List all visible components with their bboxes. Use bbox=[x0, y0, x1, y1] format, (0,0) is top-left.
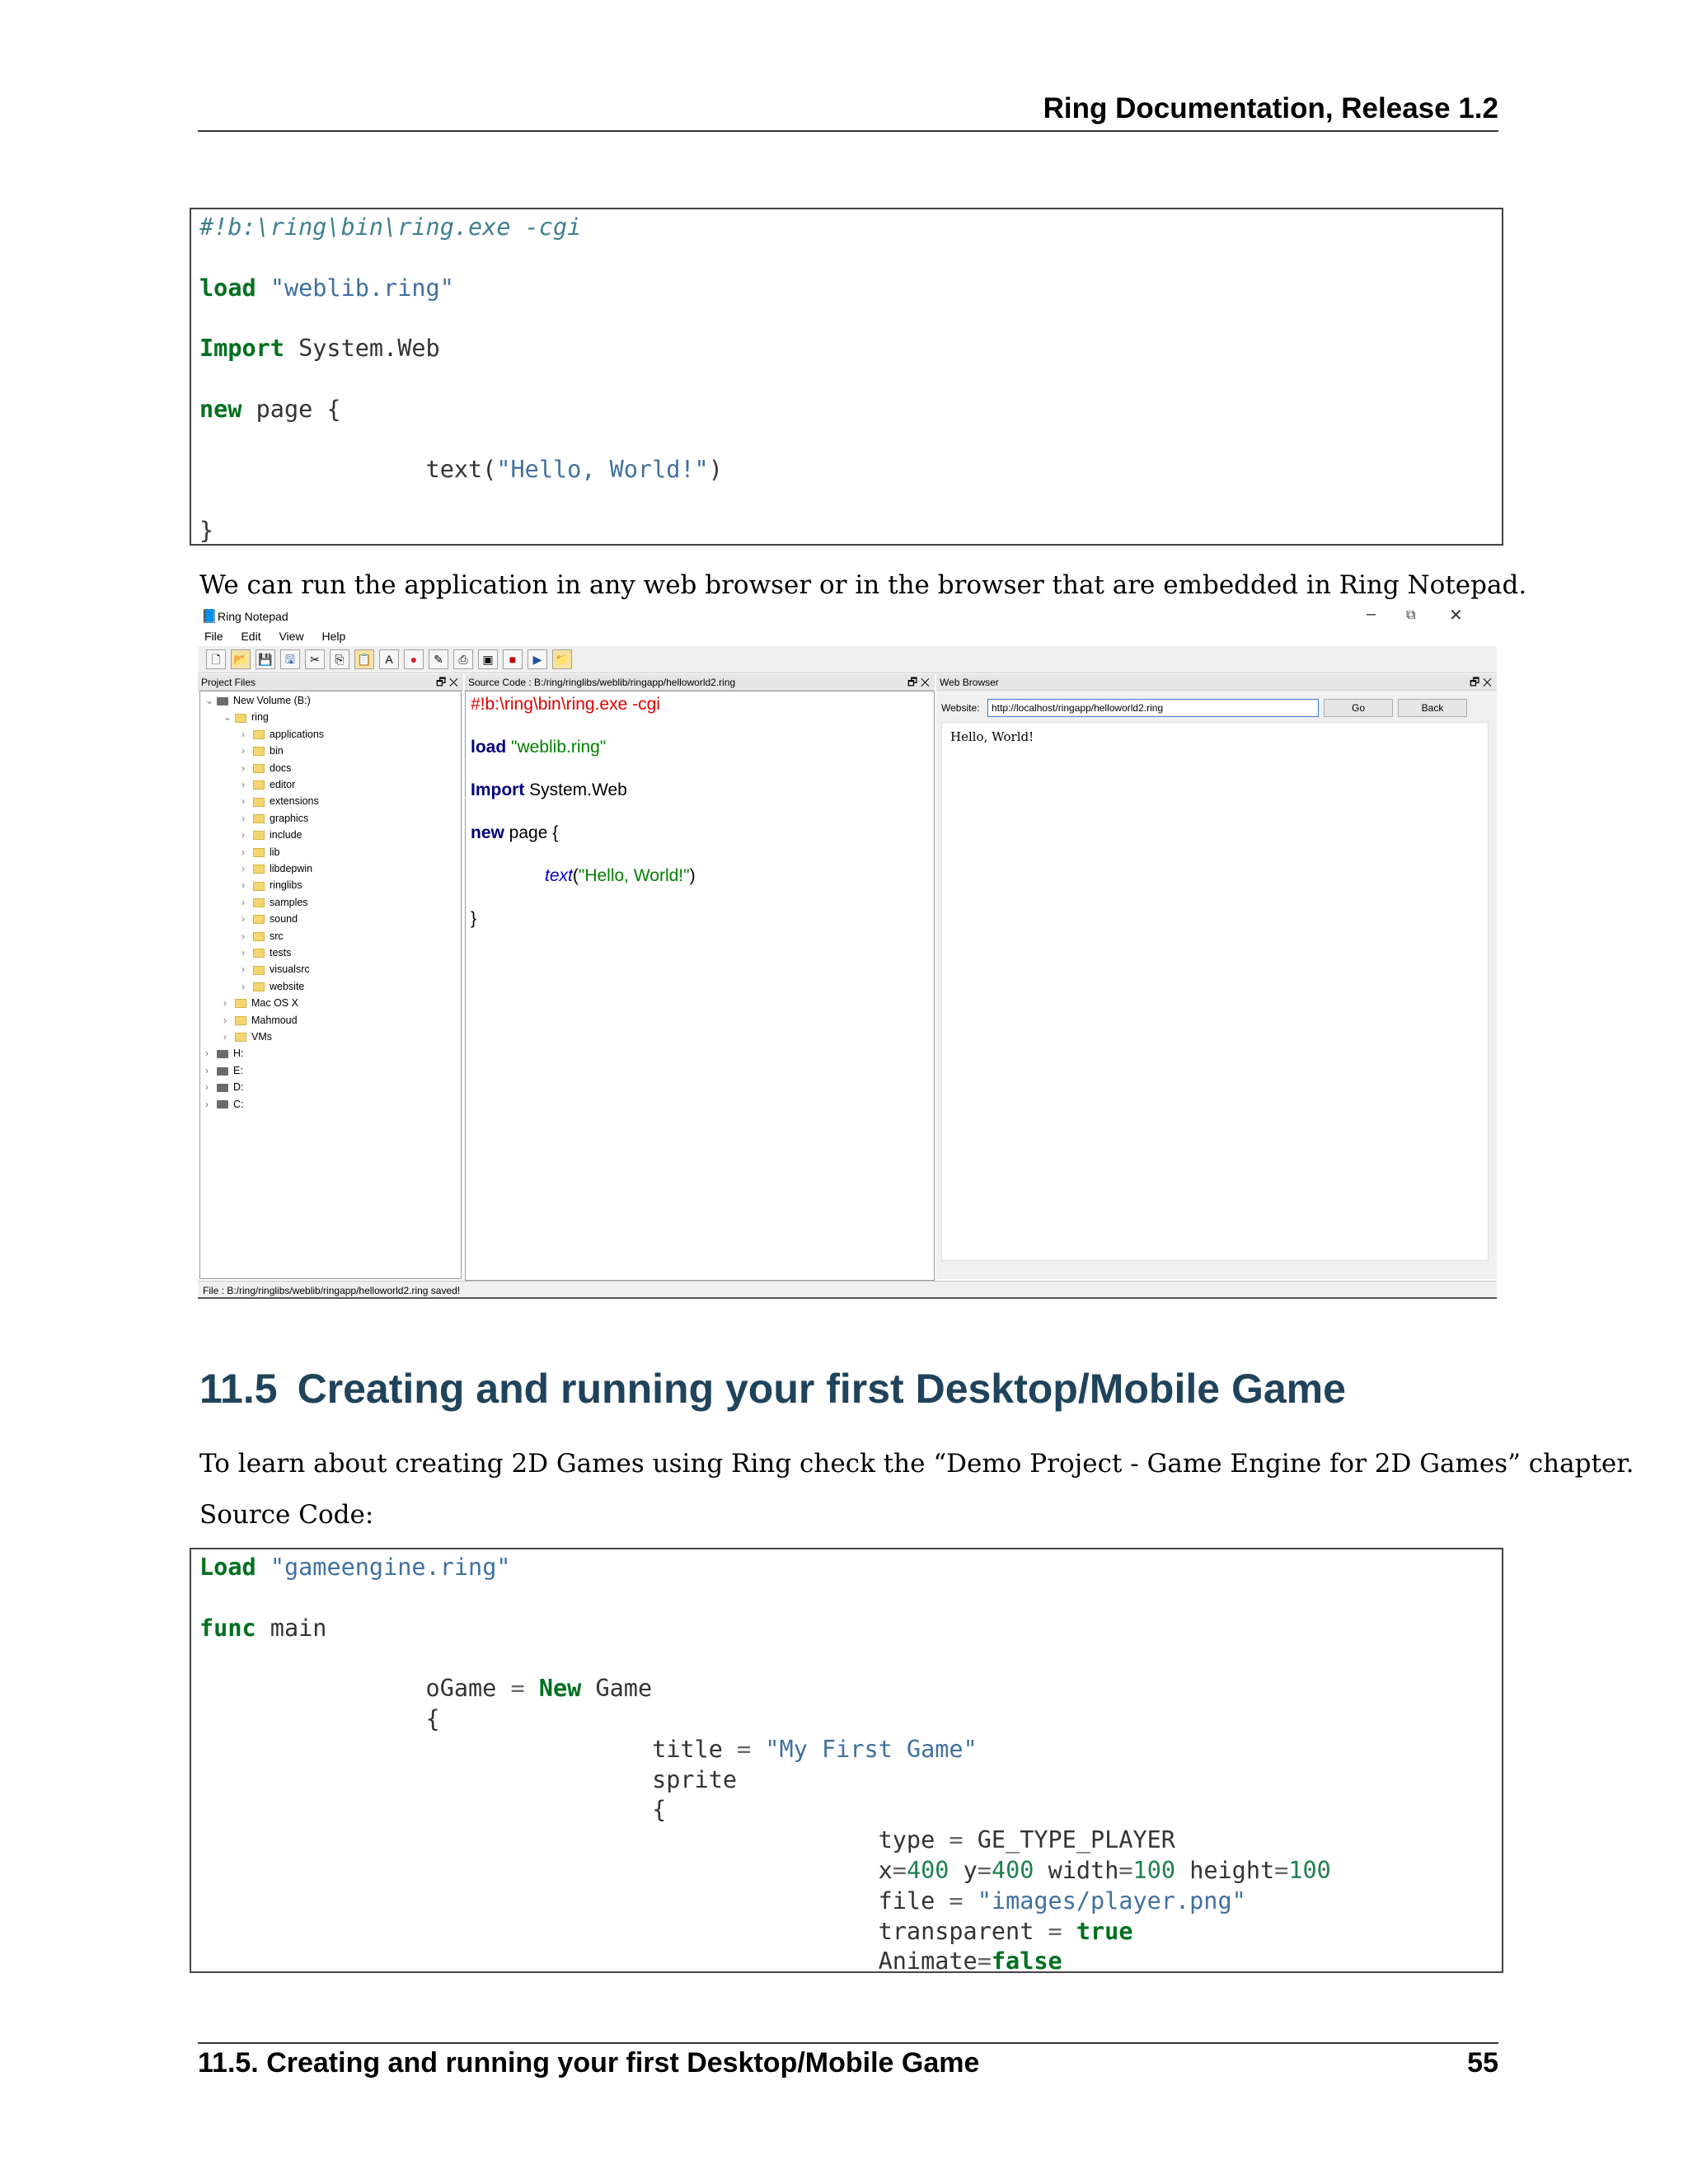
chevron-right-icon[interactable]: › bbox=[205, 1064, 209, 1076]
source-code-controls[interactable]: 🗗 ✕ bbox=[907, 676, 930, 688]
src-import-line bbox=[471, 780, 627, 800]
src-text-open: ( bbox=[572, 866, 579, 885]
website-url-input[interactable]: http://localhost/ringapp/helloworld2.ring bbox=[987, 699, 1319, 717]
src-load-line bbox=[471, 738, 606, 757]
project-files-controls[interactable]: 🗗 ✕ bbox=[435, 676, 458, 688]
tree-item[interactable] bbox=[241, 762, 291, 774]
folder-icon bbox=[253, 798, 265, 807]
go-button[interactable]: Go bbox=[1324, 699, 1393, 717]
tree-item-label: src bbox=[270, 930, 284, 942]
new-file-icon[interactable]: 🗋 bbox=[206, 649, 226, 669]
tree-item-label: VMs bbox=[251, 1031, 272, 1043]
tree-item-label: E: bbox=[233, 1064, 243, 1076]
tree-item[interactable] bbox=[223, 1015, 298, 1026]
chevron-right-icon[interactable]: › bbox=[241, 896, 245, 908]
color-icon[interactable]: ● bbox=[404, 649, 424, 669]
tree-item-label: graphics bbox=[270, 812, 309, 824]
chevron-right-icon[interactable]: › bbox=[241, 930, 245, 942]
code-block-weblib-content: #!b:\ring\bin\ring.exe -cgi load "weblib.ring" Import System.Web new page { text("Hello, World!") } bbox=[199, 213, 723, 544]
menu-help[interactable]: Help bbox=[321, 630, 346, 643]
document-header-title: Ring Documentation, Release 1.2 bbox=[1043, 92, 1498, 124]
web-page-text: Hello, World! bbox=[950, 729, 1034, 744]
folder-icon bbox=[235, 1033, 246, 1042]
project-files-header bbox=[198, 674, 463, 691]
chevron-right-icon[interactable]: › bbox=[241, 728, 245, 740]
run-gui-icon[interactable]: ▶ bbox=[528, 649, 547, 669]
tree-item[interactable] bbox=[205, 1099, 244, 1110]
tree-item-label: docs bbox=[270, 762, 292, 774]
chevron-right-icon[interactable]: › bbox=[241, 947, 245, 958]
tree-item[interactable] bbox=[241, 846, 280, 858]
source-code-header bbox=[465, 674, 935, 691]
src-text-str: "Hello, World!" bbox=[578, 866, 690, 885]
tree-item-label: Mac OS X bbox=[251, 997, 298, 1010]
folder-icon bbox=[253, 848, 265, 857]
chevron-right-icon[interactable]: › bbox=[241, 913, 245, 926]
tree-item[interactable] bbox=[241, 879, 302, 891]
tree-item-label: libdepwin bbox=[270, 863, 313, 874]
print-icon[interactable]: ⎙ bbox=[453, 649, 473, 669]
run-icon[interactable]: ▣ bbox=[478, 649, 498, 669]
tree-item-label: extensions bbox=[270, 795, 319, 808]
folder-icon bbox=[253, 814, 265, 823]
folder-icon bbox=[253, 982, 265, 991]
cut-icon[interactable]: ✂ bbox=[305, 649, 325, 669]
tree-item-label: H: bbox=[233, 1047, 244, 1060]
window-titlebar bbox=[198, 603, 1497, 628]
chevron-right-icon[interactable]: › bbox=[241, 863, 245, 874]
tree-item-label: applications bbox=[270, 728, 325, 740]
src-close-brace: } bbox=[471, 909, 477, 928]
tree-item[interactable] bbox=[241, 795, 319, 807]
tree-item[interactable] bbox=[241, 813, 308, 824]
folder-icon bbox=[253, 747, 265, 756]
tree-item[interactable] bbox=[241, 729, 324, 740]
window-title: Ring Notepad bbox=[218, 610, 288, 623]
tree-item[interactable] bbox=[241, 930, 284, 942]
source-code-label: Source Code: bbox=[199, 1500, 374, 1530]
menu-edit[interactable]: Edit bbox=[241, 630, 261, 643]
folder-icon bbox=[235, 999, 246, 1008]
open-folder-icon[interactable]: 📁 bbox=[552, 649, 572, 669]
tree-item[interactable] bbox=[205, 1081, 244, 1093]
tree-item-label: tests bbox=[270, 947, 292, 958]
chevron-right-icon[interactable]: › bbox=[205, 1081, 209, 1094]
copy-icon[interactable]: ⎘ bbox=[330, 649, 349, 669]
drive-icon bbox=[217, 697, 228, 705]
paste-icon[interactable]: 📋 bbox=[354, 649, 374, 669]
chevron-right-icon[interactable]: › bbox=[223, 1014, 227, 1026]
chevron-right-icon[interactable]: › bbox=[241, 846, 245, 858]
page-number: 55 bbox=[1467, 2047, 1498, 2079]
restore-button[interactable]: ⧉ bbox=[1406, 608, 1416, 622]
tree-item[interactable] bbox=[241, 779, 295, 790]
src-new-kw: new bbox=[471, 823, 504, 842]
chevron-down-icon[interactable]: ⌄ bbox=[205, 695, 214, 706]
web-browser-panel bbox=[936, 691, 1497, 1279]
chevron-right-icon[interactable]: › bbox=[241, 980, 245, 992]
chevron-right-icon[interactable]: › bbox=[241, 829, 245, 841]
toolbar bbox=[198, 646, 1497, 673]
tree-item[interactable] bbox=[241, 863, 312, 874]
src-import-kw: Import bbox=[471, 780, 525, 799]
tree-item-label: Mahmoud bbox=[251, 1014, 298, 1026]
chevron-right-icon[interactable]: › bbox=[241, 745, 245, 757]
font-icon[interactable]: A bbox=[379, 649, 399, 669]
tree-item-label: D: bbox=[233, 1081, 244, 1094]
tree-item-label: lib bbox=[270, 846, 280, 858]
folder-icon bbox=[253, 949, 265, 958]
web-browser-header bbox=[936, 674, 1497, 691]
src-shebang: #!b:\ring\bin\ring.exe -cgi bbox=[471, 695, 660, 714]
chevron-right-icon[interactable]: › bbox=[223, 997, 227, 1010]
tree-item[interactable] bbox=[205, 1047, 244, 1059]
tree-item[interactable] bbox=[241, 829, 302, 841]
footer-section-label: 11.5. Creating and running your first Desktop/Mobile Game bbox=[198, 2047, 980, 2079]
tree-item[interactable] bbox=[241, 947, 291, 958]
web-page-view bbox=[941, 722, 1489, 1261]
tree-item[interactable] bbox=[223, 711, 269, 723]
ring-notepad-app-icon: 📘 bbox=[201, 610, 218, 624]
menu-view[interactable]: View bbox=[279, 630, 304, 643]
back-button[interactable]: Back bbox=[1398, 699, 1467, 717]
folder-icon bbox=[235, 714, 246, 723]
drive-icon bbox=[217, 1067, 228, 1076]
save-icon[interactable]: 💾 bbox=[256, 649, 275, 669]
ring-notepad-screenshot bbox=[198, 603, 1497, 1301]
src-new-rest: page { bbox=[504, 823, 559, 842]
open-icon[interactable]: 📂 bbox=[231, 649, 251, 669]
website-label: Website: bbox=[941, 702, 980, 714]
source-code-editor[interactable] bbox=[465, 691, 935, 1281]
tree-item-label: ringlibs bbox=[270, 879, 302, 892]
tree-item-label: New Volume (B:) bbox=[233, 695, 311, 706]
chevron-down-icon[interactable]: ⌄ bbox=[223, 711, 232, 724]
drive-icon bbox=[217, 1084, 228, 1092]
section-heading bbox=[199, 1365, 1346, 1413]
src-new-line bbox=[471, 823, 558, 843]
chevron-right-icon[interactable]: › bbox=[241, 963, 245, 976]
status-bar: File : B:/ring/ringlibs/weblib/ringapp/helloworld2.ring saved! bbox=[198, 1281, 1497, 1299]
source-code-title: Source Code : B:/ring/ringlibs/weblib/ringapp/helloworld2.ring bbox=[468, 677, 736, 688]
chevron-right-icon[interactable]: › bbox=[205, 1098, 209, 1110]
code-block-game bbox=[190, 1548, 1503, 1973]
tree-item[interactable] bbox=[241, 963, 310, 975]
tree-item-label: samples bbox=[270, 896, 308, 908]
project-files-tree bbox=[199, 691, 462, 1279]
web-browser-title: Web Browser bbox=[940, 677, 999, 688]
edit-icon[interactable]: ✎ bbox=[429, 649, 448, 669]
chevron-right-icon[interactable]: › bbox=[241, 812, 245, 824]
chevron-right-icon[interactable]: › bbox=[241, 795, 245, 808]
tree-item-label: sound bbox=[270, 913, 298, 926]
header-divider bbox=[198, 130, 1498, 132]
src-import-rest: System.Web bbox=[524, 780, 627, 799]
folder-icon bbox=[253, 898, 265, 907]
section-number: 11.5 bbox=[199, 1366, 278, 1412]
drive-icon bbox=[217, 1050, 228, 1058]
folder-icon bbox=[253, 932, 265, 941]
src-load-kw: load bbox=[471, 738, 507, 757]
tree-item[interactable] bbox=[205, 1065, 243, 1076]
tree-item[interactable] bbox=[205, 695, 311, 706]
src-text-line bbox=[545, 866, 696, 886]
folder-icon bbox=[253, 764, 265, 773]
tree-item-label: C: bbox=[233, 1098, 244, 1110]
close-window-button[interactable]: ✕ bbox=[1449, 607, 1463, 625]
tree-item[interactable] bbox=[241, 913, 298, 925]
tree-item-label: website bbox=[270, 980, 305, 992]
tree-item-label: bin bbox=[270, 745, 284, 757]
folder-icon bbox=[253, 865, 265, 874]
save-as-icon[interactable]: 🖫 bbox=[280, 649, 300, 669]
project-files-title: Project Files bbox=[201, 677, 256, 688]
learn-paragraph: To learn about creating 2D Games using Ring check the “Demo Project - Game Engine for 2D Games” chapter. bbox=[199, 1449, 1634, 1479]
folder-icon bbox=[235, 1016, 246, 1025]
debug-icon[interactable]: ■ bbox=[503, 649, 523, 669]
folder-icon bbox=[253, 831, 265, 840]
menu-bar bbox=[204, 630, 360, 646]
footer-divider bbox=[198, 2042, 1498, 2044]
tree-item[interactable] bbox=[241, 745, 284, 757]
folder-icon bbox=[253, 780, 265, 790]
drive-icon bbox=[217, 1100, 228, 1108]
web-browser-controls[interactable]: 🗗 ✕ bbox=[1469, 676, 1492, 688]
code-block-weblib bbox=[190, 208, 1503, 546]
folder-icon bbox=[253, 966, 265, 975]
tree-item[interactable] bbox=[223, 997, 298, 1009]
src-text-fn: text bbox=[545, 866, 573, 885]
folder-icon bbox=[253, 730, 265, 739]
tree-item-label: ring bbox=[251, 711, 269, 724]
tree-item[interactable] bbox=[223, 1031, 272, 1043]
tree-item-label: include bbox=[270, 829, 302, 841]
chevron-right-icon[interactable]: › bbox=[241, 879, 245, 892]
chevron-right-icon[interactable]: › bbox=[205, 1047, 209, 1060]
tree-item-label: editor bbox=[270, 779, 296, 790]
src-text-close: ) bbox=[689, 866, 696, 885]
folder-icon bbox=[253, 915, 265, 924]
tree-item-label: visualsrc bbox=[270, 963, 310, 976]
minimize-button[interactable]: – bbox=[1367, 605, 1376, 623]
tree-item[interactable] bbox=[241, 981, 304, 992]
chevron-right-icon[interactable]: › bbox=[223, 1031, 227, 1043]
tree-item[interactable] bbox=[241, 897, 308, 908]
code-block-game-content: Load "gameengine.ring" func main oGame = New Game { title = "My First Game" sprite { type = GE_TYPE_PLAYER x=400 y=400 width=100 height=100 file = "images/player.png" transparent = true Animate=false bbox=[199, 1554, 1331, 1973]
src-load-str: "weblib.ring" bbox=[511, 738, 607, 757]
chevron-right-icon[interactable]: › bbox=[241, 762, 245, 774]
chevron-right-icon[interactable]: › bbox=[241, 779, 245, 790]
section-title: Creating and running your first Desktop/Mobile Game bbox=[297, 1366, 1346, 1412]
intro-paragraph: We can run the application in any web browser or in the browser that are embedded in Ring Notepad. bbox=[199, 570, 1527, 600]
menu-file[interactable]: File bbox=[204, 630, 223, 643]
folder-icon bbox=[253, 882, 265, 891]
